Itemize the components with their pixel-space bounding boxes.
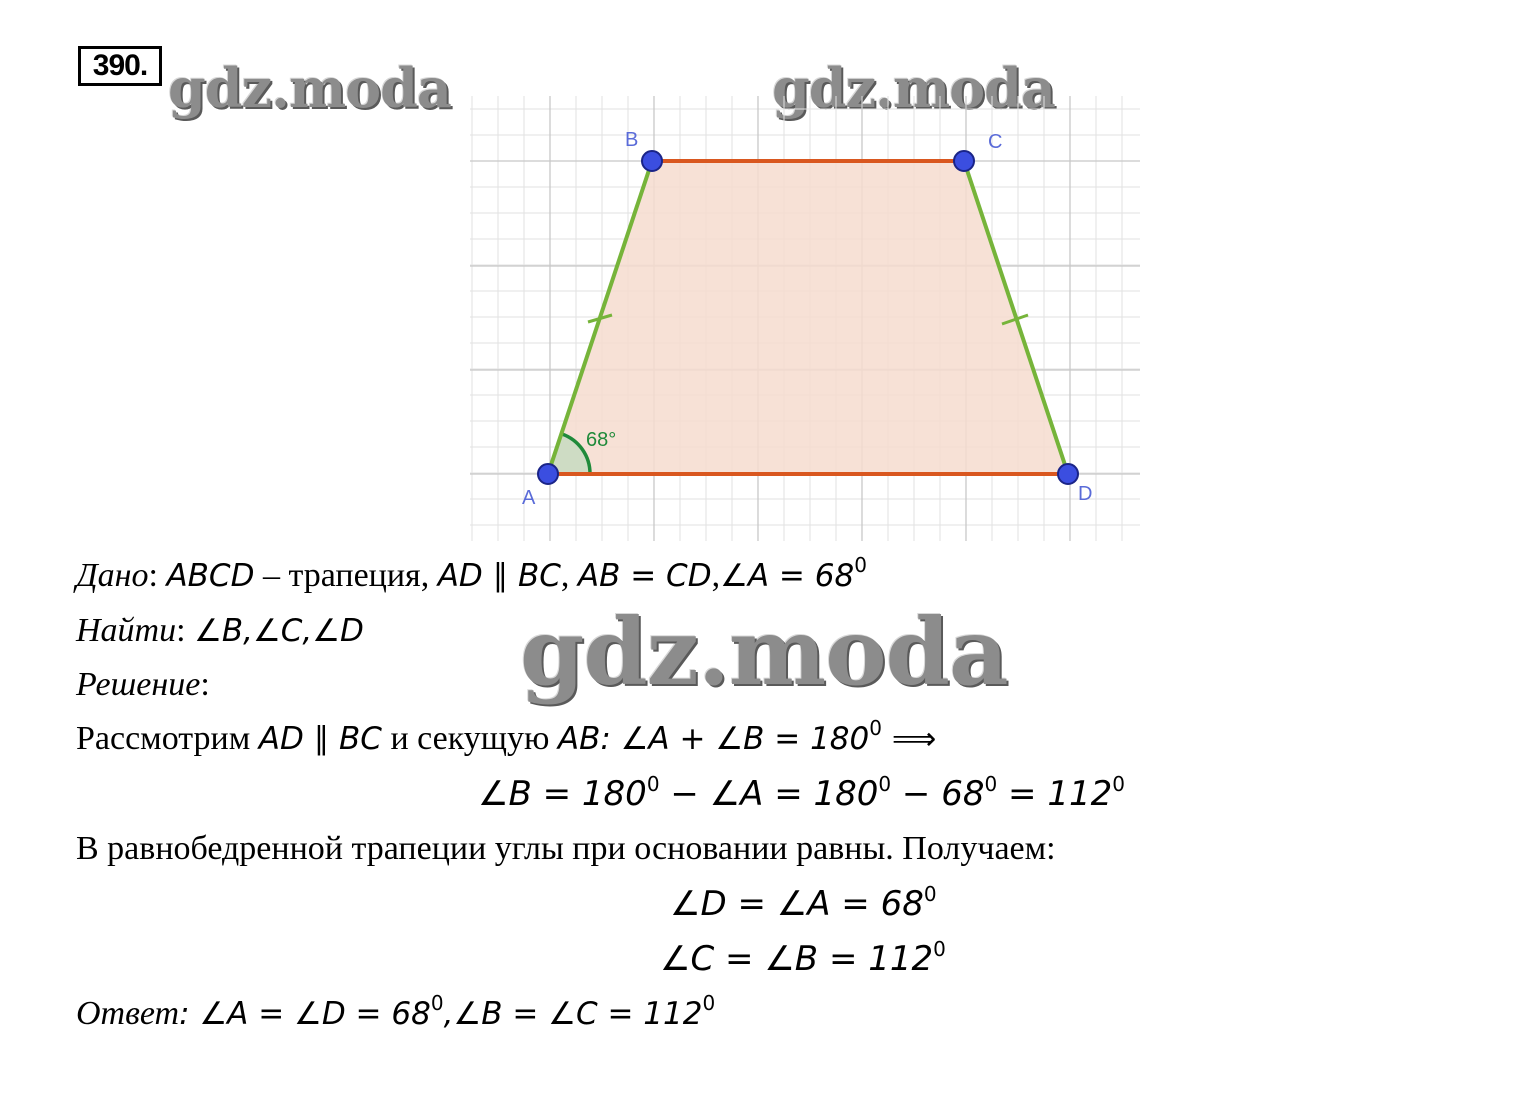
answer-part2: ,∠B = ∠C = 112 bbox=[443, 996, 703, 1032]
point-d bbox=[1058, 464, 1078, 484]
step1-implies: ⟹ bbox=[881, 721, 937, 757]
solution-line: Решение: bbox=[76, 666, 210, 703]
watermark-logo: gdz.moda bbox=[520, 598, 1008, 706]
step1-math2: AB bbox=[557, 721, 601, 757]
step2-degree-2: 0 bbox=[878, 772, 892, 796]
point-a bbox=[538, 464, 558, 484]
given-cond1: AD ∥ BC bbox=[437, 558, 561, 594]
point-c bbox=[954, 151, 974, 171]
given-cond2: AB = CD bbox=[577, 558, 712, 594]
equation-c bbox=[660, 939, 946, 979]
label-c: C bbox=[988, 131, 1003, 153]
given-trapezoid-text: – трапеция bbox=[254, 557, 421, 594]
label-d: D bbox=[1078, 483, 1093, 505]
watermark-logo: gdz.moda bbox=[168, 56, 451, 120]
step1-text2: и секущую bbox=[381, 720, 558, 757]
given-degree: 0 bbox=[854, 553, 867, 577]
step2-d: = 112 bbox=[997, 774, 1113, 814]
step2-equation bbox=[478, 774, 1125, 814]
step1-text1: Рассмотрим bbox=[76, 720, 259, 757]
given-label: Дано bbox=[76, 557, 149, 594]
label-b: B bbox=[625, 129, 639, 151]
trapezoid-figure bbox=[470, 96, 1150, 546]
answer-part1: : ∠A = ∠D = 68 bbox=[179, 996, 431, 1032]
step2-degree-1: 0 bbox=[646, 772, 660, 796]
equation-d-degree: 0 bbox=[923, 882, 937, 906]
find-label: Найти bbox=[76, 612, 177, 649]
step1-math3: : ∠A + ∠B = 180 bbox=[600, 721, 870, 757]
point-b bbox=[642, 151, 662, 171]
equation-c-degree: 0 bbox=[933, 937, 946, 961]
equation-d bbox=[670, 884, 937, 924]
step2-c: − 68 bbox=[891, 774, 985, 814]
given-line: Дано: ABCD – трапеция, AD ∥ BC, AB = CD,∠A = $68^0$ bbox=[76, 553, 867, 594]
step2-degree-3: 0 bbox=[984, 772, 998, 796]
label-a: A bbox=[522, 487, 536, 509]
equation-d-text: ∠D = ∠A = 68 bbox=[670, 884, 924, 924]
problem-number: 390. bbox=[78, 46, 162, 86]
trapezoid-fill bbox=[548, 161, 1068, 474]
watermark-logo: gdz.moda bbox=[772, 56, 1055, 120]
find-value: ∠B,∠C,∠D bbox=[194, 613, 364, 649]
answer-degree-2: 0 bbox=[702, 991, 716, 1015]
answer-line bbox=[76, 991, 716, 1034]
step2-a: ∠B = 180 bbox=[478, 774, 647, 814]
equation-c-text: ∠C = ∠B = 112 bbox=[660, 939, 934, 979]
given-cond3: ∠A = 68 bbox=[720, 558, 855, 594]
given-abcd: ABCD bbox=[166, 558, 255, 594]
statement-line: В равнобедренной трапеции углы при основании равны. Получаем: bbox=[76, 830, 1056, 867]
step2-degree-4: 0 bbox=[1112, 772, 1125, 796]
step1-degree: 0 bbox=[869, 716, 882, 740]
solution-label: Решение bbox=[76, 666, 201, 703]
answer-label: Ответ bbox=[76, 995, 180, 1032]
step1-line bbox=[76, 716, 937, 759]
answer-degree-1: 0 bbox=[430, 991, 444, 1015]
find-line: Найти: ∠B,∠C,∠D bbox=[76, 612, 364, 649]
step1-math1: AD ∥ BC bbox=[258, 721, 382, 757]
angle-label: 68° bbox=[586, 429, 617, 451]
step2-b: − ∠A = 180 bbox=[659, 774, 879, 814]
